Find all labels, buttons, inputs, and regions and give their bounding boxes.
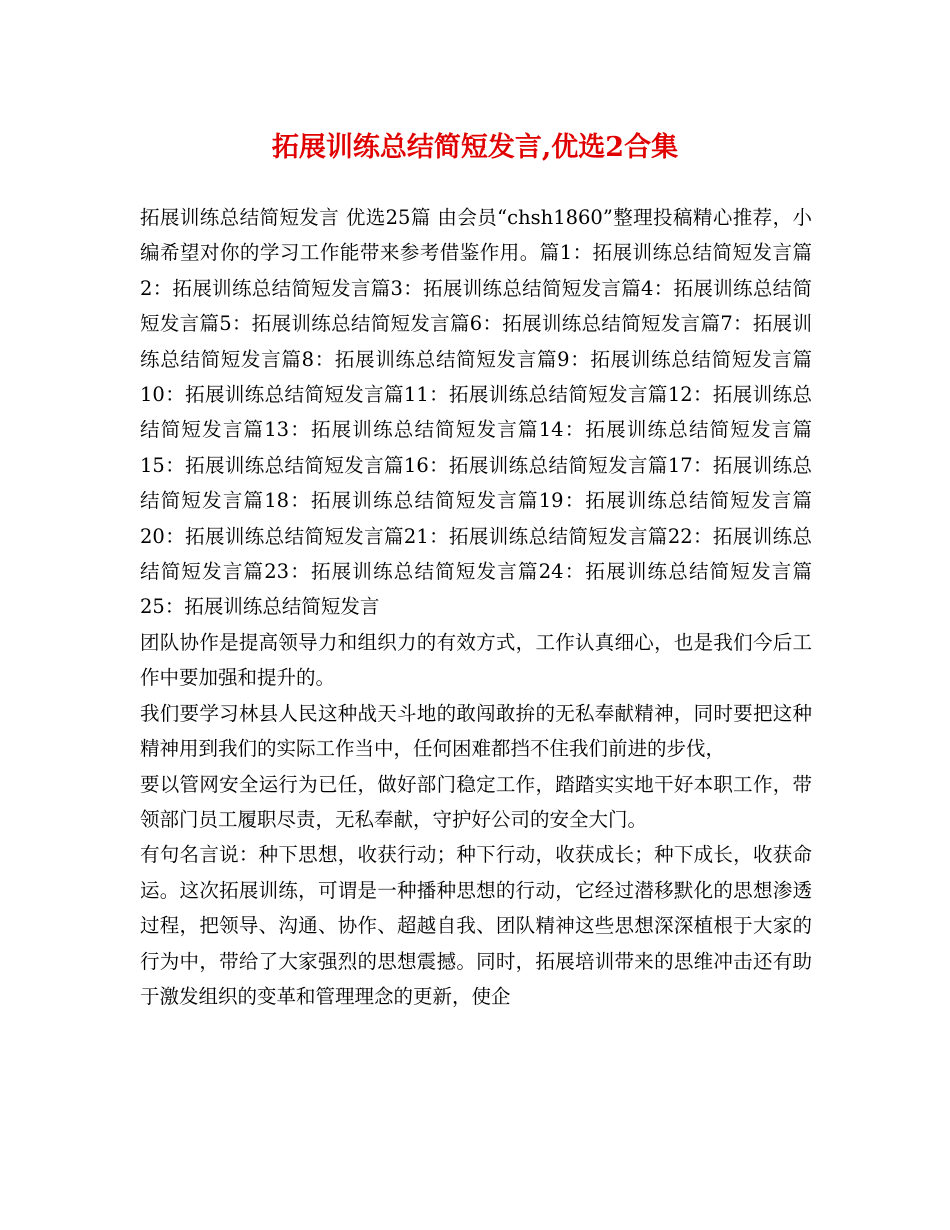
paragraph-spirit: 我们要学习林县人民这种战天斗地的敢闯敢拚的无私奉献精神，同时要把这种精神用到我们的实际工作当中，任何困难都挡不住我们前进的步伐， xyxy=(140,701,812,761)
paragraph-teamwork: 团队协作是提高领导力和组织力的有效方式，工作认真细心，也是我们今后工作中要加强和提升的。 xyxy=(140,630,812,690)
document-title: 拓展训练总结简短发言,优选2合集 xyxy=(271,132,679,163)
document-body xyxy=(140,200,812,1014)
paragraph-intro: 拓展训练总结简短发言 优选25篇 由会员“chsh1860”整理投稿精心推荐，小编希望对你的学习工作能带来参考借鉴作用。篇1：拓展训练总结简短发言篇2：拓展训练总结简短发言篇3：拓展训练总结简短发言篇4：拓展训练总结简短发言篇5：拓展训练总结简短发言篇6：拓展训练总结简短发言篇7：拓展训练总结简短发言篇8：拓展训练总结简短发言篇9：拓展训练总结简短发言篇10：拓展训练总结简短发言篇11：拓展训练总结简短发言篇12：拓展训练总结简短发言篇13：拓展训练总结简短发言篇14：拓展训练总结简短发言篇15：拓展训练总结简短发言篇16：拓展训练总结简短发言篇17：拓展训练总结简短发言篇18：拓展训练总结简短发言篇19：拓展训练总结简短发言篇20：拓展训练总结简短发言篇21：拓展训练总结简短发言篇22：拓展训练总结简短发言篇23：拓展训练总结简短发言篇24：拓展训练总结简短发言篇25：拓展训练总结简短发言 xyxy=(140,206,812,619)
paragraph-quote: 有句名言说：种下思想，收获行动；种下行动，收获成长；种下成长，收获命运。这次拓展训练，可谓是一种播种思想的行动，它经过潜移默化的思想渗透过程，把领导、沟通、协作、超越自我、团队精神这些思想深深植根于大家的行为中，带给了大家强烈的思想震撼。同时，拓展培训带来的思维冲击还有助于激发组织的变革和管理理念的更新，使企 xyxy=(140,843,812,1008)
paragraph-safety: 要以管网安全运行为已任，做好部门稳定工作，踏踏实实地干好本职工作，带领部门员工履职尽责，无私奉献，守护好公司的安全大门。 xyxy=(140,772,812,831)
